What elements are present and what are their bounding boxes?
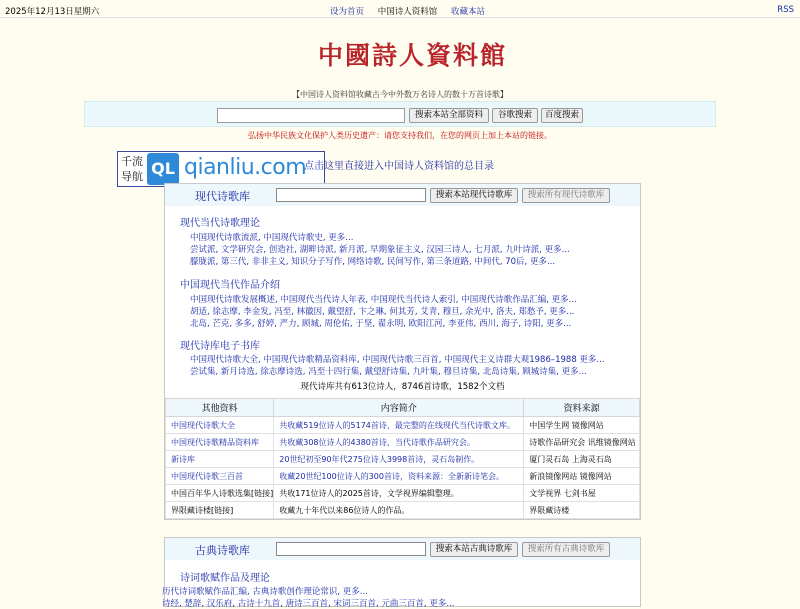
classic-works-line[interactable]: 历代诗词歌赋作品汇编, 古典诗歌创作理论常识, 更多... bbox=[162, 587, 368, 597]
resource-source[interactable]: 厦门灵石岛 上海灵石岛 bbox=[524, 451, 640, 468]
main-search-input[interactable] bbox=[217, 108, 405, 123]
classic-search-all-button[interactable]: 搜索所有古典诗歌库 bbox=[522, 542, 610, 557]
modern-ebooks-line[interactable]: 尝试集, 新月诗选, 徐志摩诗选, 冯至十四行集, 戴望舒诗集, 九叶集, 穆旦诗集, 北岛诗集, 顾城诗集, 更多... bbox=[190, 367, 587, 377]
notice-text: 弘扬中华民族文化保护人类历史遗产：请您支持我们，在您的网页上加上本站的链接。 bbox=[248, 131, 552, 140]
classic-search-button[interactable]: 搜索本站古典诗歌库 bbox=[430, 542, 518, 557]
table-row bbox=[166, 451, 640, 468]
resource-source[interactable]: 新浪镜像网站 镜像网站 bbox=[524, 468, 640, 485]
classic-search-input[interactable] bbox=[276, 542, 426, 556]
modern-theory-line[interactable]: 朦胧派, 第三代, 非非主义, 知识分子写作, 网络诗歌, 民间写作, 第三条道路, 中间代, 70后, 更多... bbox=[190, 257, 556, 267]
banner-ql-icon: QL bbox=[147, 153, 179, 185]
other-resources-table bbox=[165, 398, 640, 519]
resource-desc: 共收171位诗人的2025首诗，文学视界编辑整理。 bbox=[274, 485, 524, 502]
resource-name[interactable]: 中国百年华人诗歌选集[链接] bbox=[166, 485, 274, 502]
modern-section-ebooks[interactable]: 现代诗库电子书库 bbox=[180, 341, 260, 352]
baidu-search-button[interactable]: 百度搜索 bbox=[541, 108, 583, 123]
site-description: 【中国诗人资料馆收藏古今中外数万名诗人的数十万首诗歌】 bbox=[292, 90, 508, 99]
table-row bbox=[166, 417, 640, 434]
resource-source[interactable]: 诗歌作品研究会 讯维镜像网站 bbox=[524, 434, 640, 451]
modern-works-line[interactable]: 中国现代诗歌发展概述, 中国现代当代诗人年表, 中国现代当代诗人索引, 中国现代诗歌作品汇编, 更多... bbox=[190, 295, 577, 305]
resource-source[interactable]: 文学视界 七剑书屋 bbox=[524, 485, 640, 502]
rss-link[interactable]: RSS bbox=[777, 5, 794, 15]
modern-search-input[interactable] bbox=[276, 188, 426, 202]
table-row bbox=[166, 434, 640, 451]
classic-works-line[interactable]: 诗经, 楚辞, 汉乐府, 古诗十九首, 唐诗三百首, 宋词三百首, 元曲三百首, 更多... bbox=[162, 599, 455, 609]
modern-ebooks-line[interactable]: 中国现代诗歌大全, 中国现代诗歌精品资料库, 中国现代诗歌三百首, 中国现代主义诗群大观1986–1988 更多... bbox=[190, 355, 605, 365]
table-row bbox=[166, 485, 640, 502]
top-links bbox=[330, 5, 485, 17]
resource-source[interactable]: 中国学生网 镜像网站 bbox=[524, 417, 640, 434]
resource-desc: 共收藏519位诗人的5174首诗，最完整的在线现代当代诗歌文库。 bbox=[274, 417, 524, 434]
modern-panel-header bbox=[165, 184, 640, 206]
date-text: 2025年12月13日星期六 bbox=[5, 7, 100, 17]
modern-works-line[interactable]: 胡适, 徐志摩, 李金发, 冯至, 林徽因, 戴望舒, 卞之琳, 何其芳, 艾青, 穆旦, 余光中, 洛夫, 郑愁予, 更多... bbox=[190, 307, 575, 317]
classic-panel-title: 古典诗歌库 bbox=[195, 544, 250, 557]
modern-section-works[interactable]: 中国现代当代作品介绍 bbox=[180, 280, 280, 291]
classic-poetry-panel bbox=[164, 537, 641, 607]
resource-name[interactable]: 新诗库 bbox=[166, 451, 274, 468]
resource-name[interactable]: 界限藏诗楼[链接] bbox=[166, 502, 274, 519]
set-home-link[interactable]: 设为首页 bbox=[330, 7, 365, 17]
site-logo[interactable]: 中國詩人資料館 bbox=[318, 41, 508, 70]
top-bar bbox=[0, 0, 800, 18]
google-search-button[interactable]: 谷歌搜索 bbox=[492, 108, 538, 123]
modern-poetry-panel bbox=[164, 183, 641, 520]
modern-stats: 现代诗库共有613位诗人，8746首诗歌，1582个文档 bbox=[300, 382, 505, 392]
modern-works-line[interactable]: 北岛, 芒克, 多多, 舒婷, 严力, 顾城, 周伦佑, 于坚, 翟永明, 欧阳江河, 李亚伟, 西川, 海子, 诗阳, 更多... bbox=[190, 319, 572, 329]
modern-theory-line[interactable]: 中国现代诗歌流派, 中国现代诗歌史, 更多... bbox=[190, 233, 354, 243]
table-header: 内容简介 bbox=[274, 399, 524, 417]
table-header: 资料来源 bbox=[524, 399, 640, 417]
qianliu-banner[interactable] bbox=[117, 151, 325, 187]
banner-domain-text: qianliu.com bbox=[184, 155, 307, 180]
classic-section-works[interactable]: 诗词歌赋作品及理论 bbox=[180, 573, 270, 584]
directory-link[interactable]: 点击这里直接进入中国诗人资料馆的总目录 bbox=[304, 161, 494, 172]
table-row bbox=[166, 502, 640, 519]
main-search-box bbox=[84, 101, 716, 127]
site-name-text: 中国诗人资料馆 bbox=[377, 7, 438, 17]
resource-desc: 收藏20世纪100位诗人的300首诗，资料来源：全新新诗笔会。 bbox=[274, 468, 524, 485]
resource-source[interactable]: 界限藏诗楼 bbox=[524, 502, 640, 519]
table-header: 其他资料 bbox=[166, 399, 274, 417]
resource-name[interactable]: 中国现代诗歌三百首 bbox=[166, 468, 274, 485]
modern-theory-line[interactable]: 尝试派, 文学研究会, 创造社, 湖畔诗派, 新月派, 早期象征主义, 汉园三诗人, 七月派, 九叶诗派, 更多... bbox=[190, 245, 570, 255]
classic-panel-header bbox=[165, 538, 640, 560]
bookmark-link[interactable]: 收藏本站 bbox=[450, 7, 485, 17]
resource-desc: 共收藏308位诗人的4380首诗，当代诗歌作品研究会。 bbox=[274, 434, 524, 451]
resource-name[interactable]: 中国现代诗歌精品资料库 bbox=[166, 434, 274, 451]
modern-section-theory[interactable]: 现代当代诗歌理论 bbox=[180, 218, 260, 229]
modern-search-button[interactable]: 搜索本站现代诗歌库 bbox=[430, 188, 518, 203]
resource-name[interactable]: 中国现代诗歌大全 bbox=[166, 417, 274, 434]
modern-panel-title: 现代诗歌库 bbox=[195, 190, 250, 203]
resource-desc: 收藏九十年代以来86位诗人的作品。 bbox=[274, 502, 524, 519]
table-row bbox=[166, 468, 640, 485]
modern-search-all-button[interactable]: 搜索所有现代诗歌库 bbox=[522, 188, 610, 203]
search-site-button[interactable]: 搜索本站全部资料 bbox=[409, 108, 489, 123]
banner-left-text: 千流 导航 bbox=[121, 155, 143, 183]
resource-desc: 20世纪初至90年代275位诗人3998首诗，灵石岛制作。 bbox=[274, 451, 524, 468]
